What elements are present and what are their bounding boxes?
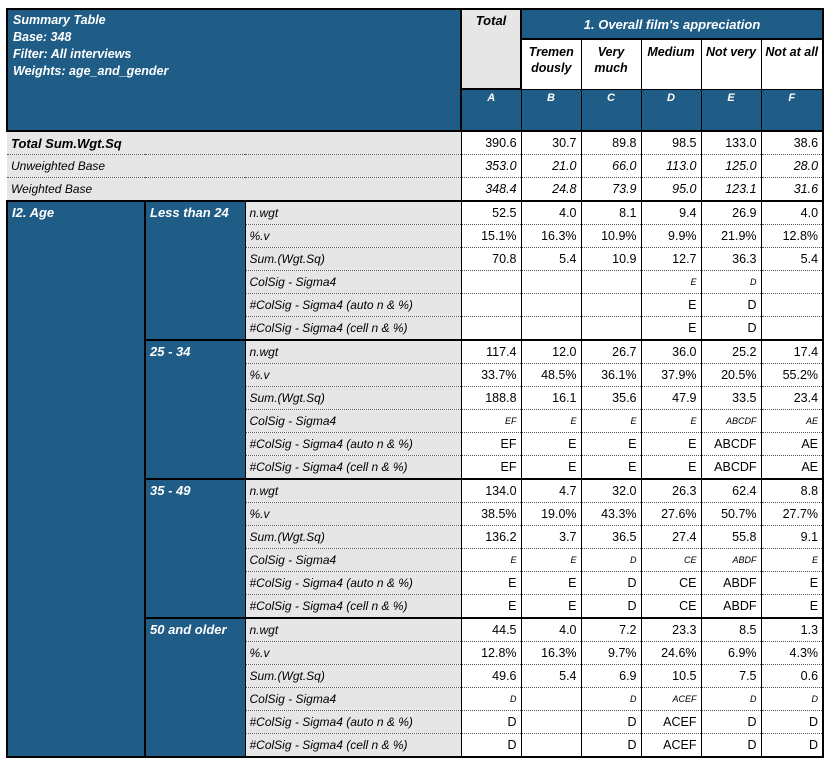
cell-a: E <box>461 549 521 572</box>
cell-c <box>581 317 641 341</box>
cell-d: 24.6% <box>641 642 701 665</box>
cell-a: 15.1% <box>461 225 521 248</box>
cell-f: 31.6 <box>761 178 823 202</box>
cell-e: D <box>701 271 761 294</box>
stat-label: #ColSig - Sigma4 (auto n & %) <box>245 294 461 317</box>
cell-a: 136.2 <box>461 526 521 549</box>
cell-d: E <box>641 433 701 456</box>
column-letter-a: A <box>461 89 521 131</box>
cell-a: 117.4 <box>461 340 521 364</box>
cell-e: D <box>701 688 761 711</box>
cell-b <box>521 294 581 317</box>
cell-a <box>461 317 521 341</box>
stat-label: #ColSig - Sigma4 (cell n & %) <box>245 734 461 758</box>
cell-b: 4.0 <box>521 618 581 642</box>
summary-row <box>7 178 823 202</box>
cell-f: 4.3% <box>761 642 823 665</box>
cell-a: 134.0 <box>461 479 521 503</box>
cell-d: ACEF <box>641 711 701 734</box>
summary-row-label: Unweighted Base <box>7 155 461 178</box>
cell-b: E <box>521 549 581 572</box>
cell-b <box>521 317 581 341</box>
info-line-title: Summary Table <box>13 13 106 27</box>
info-line-filter: Filter: All interviews <box>13 47 132 61</box>
summary-row-label: Weighted Base <box>7 178 461 202</box>
cell-b: 5.4 <box>521 248 581 271</box>
stat-label: Sum.(Wgt.Sq) <box>245 526 461 549</box>
cell-c: 26.7 <box>581 340 641 364</box>
cell-c: 73.9 <box>581 178 641 202</box>
cell-f <box>761 271 823 294</box>
column-letter-e: E <box>701 89 761 131</box>
cell-c: E <box>581 433 641 456</box>
cell-e: 25.2 <box>701 340 761 364</box>
cell-b: 21.0 <box>521 155 581 178</box>
cell-b: E <box>521 456 581 480</box>
cell-b: 3.7 <box>521 526 581 549</box>
column-letter-f: F <box>761 89 823 131</box>
cell-e: 8.5 <box>701 618 761 642</box>
cell-a: 12.8% <box>461 642 521 665</box>
cell-b: 19.0% <box>521 503 581 526</box>
age-group-label: 35 - 49 <box>145 479 245 618</box>
cell-f: AE <box>761 456 823 480</box>
table-row <box>7 201 823 225</box>
cell-d: 23.3 <box>641 618 701 642</box>
cell-b: 12.0 <box>521 340 581 364</box>
table-body <box>7 131 823 757</box>
cell-c: 66.0 <box>581 155 641 178</box>
column-header-d: Medium <box>641 39 701 89</box>
cell-b: 16.1 <box>521 387 581 410</box>
cell-a: 70.8 <box>461 248 521 271</box>
column-letter-b: B <box>521 89 581 131</box>
cell-e: 125.0 <box>701 155 761 178</box>
stat-label: n.wgt <box>245 479 461 503</box>
cell-a: E <box>461 595 521 619</box>
cell-d: ACEF <box>641 734 701 758</box>
cell-b: E <box>521 433 581 456</box>
stat-label: ColSig - Sigma4 <box>245 549 461 572</box>
cell-e: ABCDF <box>701 433 761 456</box>
cell-c: D <box>581 595 641 619</box>
cell-f: D <box>761 734 823 758</box>
cell-f: 4.0 <box>761 201 823 225</box>
cell-f: E <box>761 595 823 619</box>
cell-f: 38.6 <box>761 131 823 155</box>
cell-b: 4.7 <box>521 479 581 503</box>
stat-label: n.wgt <box>245 201 461 225</box>
stat-label: Sum.(Wgt.Sq) <box>245 248 461 271</box>
cell-c: 6.9 <box>581 665 641 688</box>
cell-c: 35.6 <box>581 387 641 410</box>
cell-e: 55.8 <box>701 526 761 549</box>
column-letter-c: C <box>581 89 641 131</box>
cell-d: 27.4 <box>641 526 701 549</box>
cell-f: 27.7% <box>761 503 823 526</box>
cell-c: D <box>581 688 641 711</box>
cell-f: AE <box>761 410 823 433</box>
cell-d: CE <box>641 572 701 595</box>
info-line-weights: Weights: age_and_gender <box>13 64 169 78</box>
cell-a <box>461 271 521 294</box>
age-group-label: 25 - 34 <box>145 340 245 479</box>
cell-e: 20.5% <box>701 364 761 387</box>
stat-label: Sum.(Wgt.Sq) <box>245 665 461 688</box>
cell-f: AE <box>761 433 823 456</box>
cell-c: 36.1% <box>581 364 641 387</box>
cell-b <box>521 711 581 734</box>
stat-label: #ColSig - Sigma4 (cell n & %) <box>245 595 461 619</box>
cell-b: 5.4 <box>521 665 581 688</box>
cell-d: E <box>641 410 701 433</box>
stat-label: #ColSig - Sigma4 (auto n & %) <box>245 433 461 456</box>
cell-a: EF <box>461 410 521 433</box>
info-line-base: Base: 348 <box>13 30 72 44</box>
cell-d: E <box>641 456 701 480</box>
cell-e: 123.1 <box>701 178 761 202</box>
cell-b <box>521 271 581 294</box>
age-group-label: 50 and older <box>145 618 245 757</box>
cell-f: E <box>761 572 823 595</box>
cell-d: CE <box>641 549 701 572</box>
cell-c: D <box>581 711 641 734</box>
column-header-e: Not very <box>701 39 761 89</box>
cell-e: D <box>701 317 761 341</box>
column-letter-d: D <box>641 89 701 131</box>
cell-f <box>761 294 823 317</box>
cell-a: 52.5 <box>461 201 521 225</box>
cell-c: D <box>581 549 641 572</box>
cell-c: 10.9 <box>581 248 641 271</box>
cell-d: 37.9% <box>641 364 701 387</box>
cell-f: D <box>761 711 823 734</box>
cell-f: 8.8 <box>761 479 823 503</box>
cell-b <box>521 734 581 758</box>
cell-f: 5.4 <box>761 248 823 271</box>
cell-d: 9.4 <box>641 201 701 225</box>
cell-b: E <box>521 572 581 595</box>
cell-a <box>461 294 521 317</box>
stat-label: %.v <box>245 364 461 387</box>
cell-f: 28.0 <box>761 155 823 178</box>
cell-e: ABDF <box>701 572 761 595</box>
cell-a: D <box>461 688 521 711</box>
cell-e: ABDF <box>701 549 761 572</box>
cell-a: 390.6 <box>461 131 521 155</box>
cell-c: 89.8 <box>581 131 641 155</box>
stat-label: #ColSig - Sigma4 (cell n & %) <box>245 317 461 341</box>
cell-d: 47.9 <box>641 387 701 410</box>
cell-f: 17.4 <box>761 340 823 364</box>
cell-a: 353.0 <box>461 155 521 178</box>
cell-e: 26.9 <box>701 201 761 225</box>
cell-d: 10.5 <box>641 665 701 688</box>
cell-b: 16.3% <box>521 642 581 665</box>
cell-d: 12.7 <box>641 248 701 271</box>
column-header-c: Very much <box>581 39 641 89</box>
cell-e: 36.3 <box>701 248 761 271</box>
summary-row <box>7 155 823 178</box>
cell-d: E <box>641 317 701 341</box>
cell-e: D <box>701 294 761 317</box>
cell-a: 49.6 <box>461 665 521 688</box>
table-info-box <box>7 9 461 131</box>
cell-a: E <box>461 572 521 595</box>
stat-label: Sum.(Wgt.Sq) <box>245 387 461 410</box>
cell-d: 98.5 <box>641 131 701 155</box>
summary-row <box>7 131 823 155</box>
cell-e: 7.5 <box>701 665 761 688</box>
cell-c <box>581 271 641 294</box>
cell-f: E <box>761 549 823 572</box>
stat-label: %.v <box>245 225 461 248</box>
cell-a: EF <box>461 456 521 480</box>
stat-label: n.wgt <box>245 618 461 642</box>
cell-c: 8.1 <box>581 201 641 225</box>
cell-f <box>761 317 823 341</box>
cell-c: 10.9% <box>581 225 641 248</box>
cell-d: CE <box>641 595 701 619</box>
cell-c: 36.5 <box>581 526 641 549</box>
cell-f: D <box>761 688 823 711</box>
cell-c: D <box>581 734 641 758</box>
stat-label: #ColSig - Sigma4 (auto n & %) <box>245 711 461 734</box>
cell-e: 50.7% <box>701 503 761 526</box>
cell-e: ABCDF <box>701 410 761 433</box>
cell-a: EF <box>461 433 521 456</box>
cell-e: 133.0 <box>701 131 761 155</box>
stat-label: #ColSig - Sigma4 (auto n & %) <box>245 572 461 595</box>
cell-c: E <box>581 456 641 480</box>
cell-d: 113.0 <box>641 155 701 178</box>
summary-table <box>6 8 824 758</box>
cell-f: 0.6 <box>761 665 823 688</box>
stat-label: ColSig - Sigma4 <box>245 410 461 433</box>
cell-b: 30.7 <box>521 131 581 155</box>
cell-d: 9.9% <box>641 225 701 248</box>
cell-c: 43.3% <box>581 503 641 526</box>
cell-c: 7.2 <box>581 618 641 642</box>
cell-b: 4.0 <box>521 201 581 225</box>
cell-a: 348.4 <box>461 178 521 202</box>
cell-f: 23.4 <box>761 387 823 410</box>
total-column-header: Total <box>461 9 521 89</box>
cell-e: 21.9% <box>701 225 761 248</box>
cell-d: 26.3 <box>641 479 701 503</box>
cell-c: D <box>581 572 641 595</box>
cell-e: D <box>701 734 761 758</box>
cell-b <box>521 688 581 711</box>
cell-f: 55.2% <box>761 364 823 387</box>
cell-a: 44.5 <box>461 618 521 642</box>
summary-row-label: Total Sum.Wgt.Sq <box>7 131 461 155</box>
stat-label: %.v <box>245 503 461 526</box>
stat-label: ColSig - Sigma4 <box>245 688 461 711</box>
cell-a: D <box>461 734 521 758</box>
cell-c: E <box>581 410 641 433</box>
cell-e: 62.4 <box>701 479 761 503</box>
stat-label: n.wgt <box>245 340 461 364</box>
stat-label: %.v <box>245 642 461 665</box>
cell-d: ACEF <box>641 688 701 711</box>
variable-label: I2. Age <box>7 201 145 757</box>
stat-label: ColSig - Sigma4 <box>245 271 461 294</box>
cell-b: 16.3% <box>521 225 581 248</box>
group-header: 1. Overall film's appreciation <box>521 9 823 39</box>
cell-b: 24.8 <box>521 178 581 202</box>
cell-a: D <box>461 711 521 734</box>
cell-d: E <box>641 294 701 317</box>
cell-b: 48.5% <box>521 364 581 387</box>
column-header-b: Tremen dously <box>521 39 581 89</box>
cell-e: 6.9% <box>701 642 761 665</box>
summary-table-container <box>6 8 824 758</box>
stat-label: #ColSig - Sigma4 (cell n & %) <box>245 456 461 480</box>
cell-d: 27.6% <box>641 503 701 526</box>
cell-a: 38.5% <box>461 503 521 526</box>
cell-b: E <box>521 595 581 619</box>
cell-d: 36.0 <box>641 340 701 364</box>
cell-c: 32.0 <box>581 479 641 503</box>
cell-e: 33.5 <box>701 387 761 410</box>
cell-f: 9.1 <box>761 526 823 549</box>
cell-e: D <box>701 711 761 734</box>
age-group-label: Less than 24 <box>145 201 245 340</box>
cell-d: 95.0 <box>641 178 701 202</box>
cell-d: E <box>641 271 701 294</box>
cell-c <box>581 294 641 317</box>
cell-f: 1.3 <box>761 618 823 642</box>
cell-f: 12.8% <box>761 225 823 248</box>
cell-a: 188.8 <box>461 387 521 410</box>
cell-b: E <box>521 410 581 433</box>
column-header-f: Not at all <box>761 39 823 89</box>
cell-c: 9.7% <box>581 642 641 665</box>
cell-e: ABCDF <box>701 456 761 480</box>
cell-e: ABDF <box>701 595 761 619</box>
cell-a: 33.7% <box>461 364 521 387</box>
